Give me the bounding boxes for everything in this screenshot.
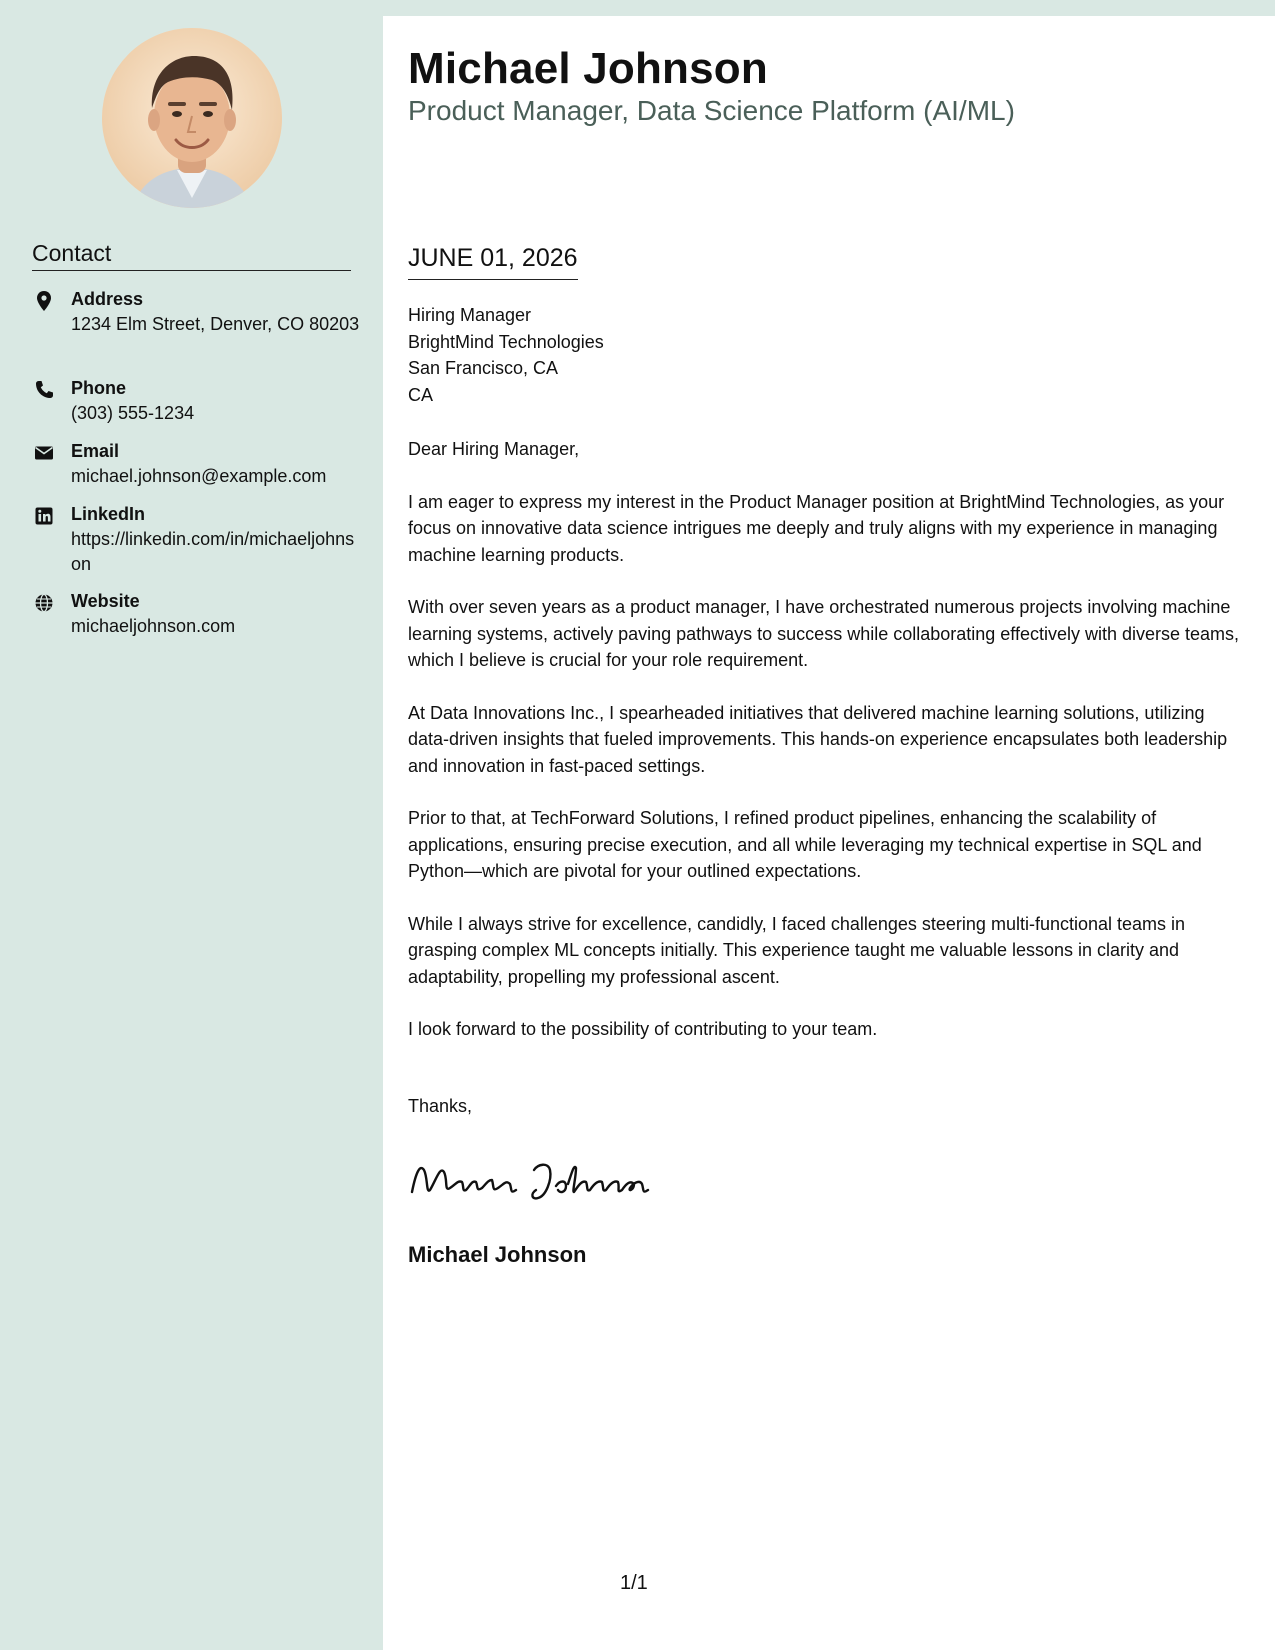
recipient-line: Hiring Manager	[408, 305, 532, 325]
closing: Thanks,	[408, 1096, 473, 1116]
applicant-role: Product Manager, Data Science Platform (AI/ML)	[408, 95, 1015, 126]
applicant-name: Michael Johnson	[408, 44, 768, 93]
page-number: 1/1	[620, 1572, 648, 1594]
sidebar	[0, 0, 383, 1650]
contact-value[interactable]: michaeljohnson.com	[71, 616, 236, 636]
recipient-block	[408, 302, 604, 408]
contact-label: Website	[71, 591, 140, 611]
contact-label: Address	[71, 289, 144, 309]
signed-name: Michael Johnson	[408, 1242, 587, 1267]
contact-value[interactable]: michael.johnson@example.com	[71, 466, 327, 486]
body-paragraph: At Data Innovations Inc., I spearheaded initiatives that delivered machine learning solutions, utilizing data-driven insights that fueled improvements. This hands-on experience encapsulates both leadership and innovation in fast-paced settings.	[408, 702, 1228, 776]
body-paragraph: While I always strive for excellence, candidly, I faced challenges steering multi-functional teams in grasping complex ML concepts initially. This experience taught me valuable lessons in clarity and adaptability, propelling my professional ascent.	[408, 913, 1186, 987]
contact-value: (303) 555-1234	[71, 403, 195, 423]
salutation: Dear Hiring Manager,	[408, 439, 580, 459]
avatar	[102, 28, 282, 208]
contact-value: 1234 Elm Street, Denver, CO 80203	[71, 314, 360, 334]
contact-heading: Contact	[32, 240, 351, 271]
recipient-line: CA	[408, 384, 434, 405]
letter-body	[408, 436, 1248, 1069]
body-paragraph: Prior to that, at TechForward Solutions, I refined product pipelines, enhancing the scalability of applications, ensuring precise execution, and all while leveraging my technical expertise in SQL and Python—which are pivotal for your outlined expectations.	[408, 808, 1202, 881]
envelope-icon	[32, 441, 56, 465]
body-paragraph: With over seven years as a product manager, I have orchestrated numerous projects involving machine learning systems, actively paving pathways to success while collaborating effectively with diverse teams, which I believe is crucial for your role requirement.	[408, 597, 1240, 670]
contact-value[interactable]: https://linkedin.com/in/michaeljohnson	[71, 529, 355, 574]
recipient-line: BrightMind Technologies	[408, 331, 604, 352]
letter-date: JUNE 01, 2026	[408, 244, 578, 280]
linkedin-icon	[32, 504, 56, 528]
contact-label: Phone	[71, 378, 127, 398]
body-paragraph: I am eager to express my interest in the Product Manager position at BrightMind Technologies, as your focus on innovative data science intrigues me deeply and truly aligns with my experience in managing machine learning products.	[408, 491, 1225, 565]
globe-icon	[32, 591, 56, 615]
contact-label: Email	[71, 441, 120, 461]
body-paragraph: I look forward to the possibility of contributing to your team.	[408, 1019, 878, 1039]
map-pin-icon	[32, 289, 56, 313]
phone-icon	[32, 378, 56, 402]
profile-photo	[102, 28, 282, 208]
contact-label: LinkedIn	[71, 504, 146, 524]
recipient-line: San Francisco, CA	[408, 358, 559, 378]
signature-image	[406, 1150, 676, 1210]
